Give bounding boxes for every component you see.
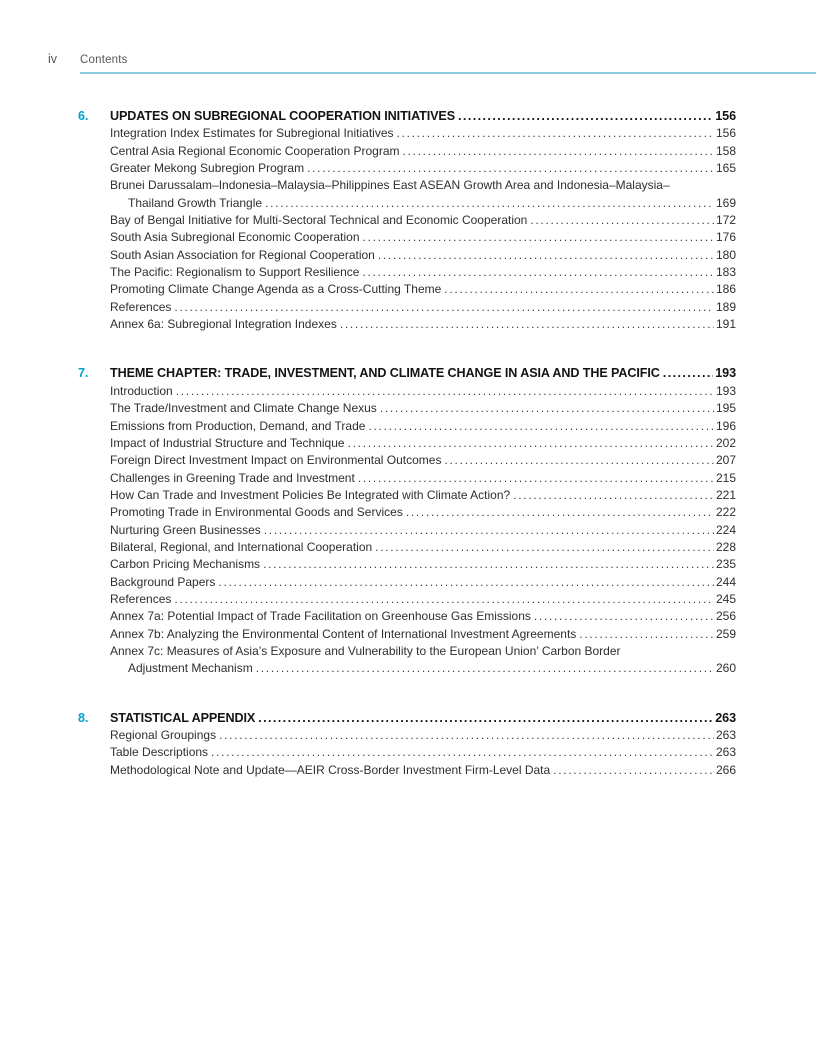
toc-entry-page-number: 244 — [715, 574, 736, 589]
toc-section-heading — [78, 365, 736, 382]
dot-leader — [397, 125, 714, 142]
toc-entry-label: Annex 7a: Potential Impact of Trade Facilitation on Greenhouse Gas Emissions — [110, 609, 531, 624]
toc-entry — [78, 316, 736, 333]
toc-entry-page-number: 224 — [715, 522, 736, 537]
dot-leader — [378, 247, 714, 264]
toc-entry-label: Table Descriptions — [110, 745, 209, 760]
dot-leader — [176, 383, 714, 400]
dot-leader — [530, 212, 714, 229]
toc-section — [78, 365, 736, 677]
toc-entry — [78, 727, 736, 744]
dot-leader — [265, 195, 714, 212]
toc-entry — [78, 125, 736, 142]
toc-entry-label: Brunei Darussalam–Indonesia–Malaysia–Philippines East ASEAN Growth Area and Indonesia–Malaysia– — [110, 178, 670, 193]
toc-entry — [78, 574, 736, 591]
toc-entry-label: South Asia Subregional Economic Cooperation — [110, 230, 360, 245]
dot-leader — [579, 626, 714, 643]
dot-leader — [444, 281, 714, 298]
toc-entry-page-number: 176 — [715, 230, 736, 245]
toc-entry-label: Background Papers — [110, 574, 216, 589]
toc-entry-first-line — [78, 643, 736, 660]
dot-leader — [444, 452, 713, 469]
toc-entry-label: South Asian Association for Regional Cooperation — [110, 247, 375, 262]
toc-entry-label: References — [110, 591, 172, 606]
toc-entry-page-number: 235 — [715, 557, 736, 572]
toc-entry-label: Impact of Industrial Structure and Technique — [110, 435, 345, 450]
dot-leader — [534, 608, 714, 625]
toc-entry-label: Adjustment Mechanism — [128, 661, 253, 676]
toc-entry-label: Integration Index Estimates for Subregional Initiatives — [110, 126, 394, 141]
dot-leader — [663, 365, 713, 382]
page-folio: iv — [48, 52, 58, 66]
dot-leader — [363, 229, 714, 246]
toc-entry-page-number: 207 — [715, 453, 736, 468]
section-page-number: 193 — [715, 366, 736, 381]
toc-entry-label: Carbon Pricing Mechanisms — [110, 557, 261, 572]
toc-entry-page-number: 222 — [715, 505, 736, 520]
toc-entry-label: References — [110, 299, 172, 314]
toc-entry — [78, 229, 736, 246]
dot-leader — [174, 299, 714, 316]
dot-leader — [358, 470, 714, 487]
toc-entry-label: Thailand Growth Triangle — [128, 195, 263, 210]
dot-leader — [211, 744, 714, 761]
toc-entry — [78, 744, 736, 761]
toc-entry — [78, 383, 736, 400]
toc-entry — [78, 660, 736, 677]
toc-entry-page-number: 260 — [715, 661, 736, 676]
toc-entry-page-number: 266 — [715, 762, 736, 777]
toc-entry — [78, 418, 736, 435]
toc-entry — [78, 281, 736, 298]
dot-leader — [348, 435, 714, 452]
toc-entry-page-number: 172 — [715, 213, 736, 228]
toc-entry-label: Promoting Trade in Environmental Goods and Services — [110, 505, 403, 520]
toc-entry-first-line — [78, 177, 736, 194]
toc-entry-page-number: 228 — [715, 539, 736, 554]
toc-entry — [78, 160, 736, 177]
toc-entry-page-number: 196 — [715, 418, 736, 433]
section-title: STATISTICAL APPENDIX — [110, 710, 256, 725]
toc-section — [78, 108, 736, 333]
toc-entry-label: Foreign Direct Investment Impact on Environmental Outcomes — [110, 453, 442, 468]
toc-entry-label: Annex 6a: Subregional Integration Indexes — [110, 317, 337, 332]
toc-entry-page-number: 263 — [715, 745, 736, 760]
toc-entry-page-number: 221 — [715, 487, 736, 502]
section-title: THEME CHAPTER: TRADE, INVESTMENT, AND CLIMATE CHANGE IN ASIA AND THE PACIFIC — [110, 366, 660, 381]
dot-leader — [368, 418, 714, 435]
toc-entry-label: Regional Groupings — [110, 728, 217, 742]
header-rule — [80, 72, 816, 74]
dot-leader — [513, 487, 714, 504]
dot-leader — [218, 574, 714, 591]
toc-section-heading — [78, 710, 736, 727]
toc-entry — [78, 487, 736, 504]
toc-entry-page-number: 195 — [715, 401, 736, 416]
dot-leader — [380, 400, 714, 417]
toc-entry-page-number: 202 — [715, 435, 736, 450]
toc-entry — [78, 264, 736, 281]
dot-leader — [307, 160, 714, 177]
dot-leader — [263, 556, 714, 573]
toc-entry-page-number: 169 — [715, 195, 736, 210]
toc-entry — [78, 400, 736, 417]
dot-leader — [256, 660, 714, 677]
toc-section-heading — [78, 108, 736, 125]
toc-entry — [78, 591, 736, 608]
section-number: 8. — [78, 710, 89, 725]
toc-entry-page-number: 215 — [715, 470, 736, 485]
dot-leader — [219, 727, 714, 744]
section-number: 7. — [78, 366, 89, 381]
toc-entry-page-number: 156 — [715, 126, 736, 141]
toc-entry — [78, 299, 736, 316]
toc-entry-label: Annex 7c: Measures of Asia’s Exposure and Vulnerability to the European Union’ Carbon Border — [110, 643, 621, 658]
toc-entry — [78, 143, 736, 160]
toc-entry-page-number: 165 — [715, 161, 736, 176]
toc-entry — [78, 195, 736, 212]
dot-leader — [402, 143, 713, 160]
toc-entry-page-number: 189 — [715, 299, 736, 314]
header-title: Contents — [80, 54, 128, 66]
toc-entry-label: Emissions from Production, Demand, and Trade — [110, 418, 366, 433]
dot-leader — [406, 504, 714, 521]
toc-entry-label: Bay of Bengal Initiative for Multi-Sectoral Technical and Economic Cooperation — [110, 213, 528, 228]
toc-entry — [78, 212, 736, 229]
dot-leader — [362, 264, 714, 281]
toc-entry-label: Methodological Note and Update—AEIR Cross-Border Investment Firm-Level Data — [110, 762, 551, 777]
toc-entry-page-number: 245 — [715, 591, 736, 606]
toc-entry-label: Challenges in Greening Trade and Investment — [110, 470, 355, 485]
dot-leader — [340, 316, 714, 333]
toc-entry-page-number: 256 — [715, 609, 736, 624]
section-number: 6. — [78, 109, 89, 123]
dot-leader — [375, 539, 714, 556]
dot-leader — [174, 591, 714, 608]
toc-entry-label: The Pacific: Regionalism to Support Resilience — [110, 265, 360, 280]
toc-entry-label: Introduction — [110, 383, 173, 398]
toc-entry — [78, 435, 736, 452]
dot-leader — [553, 762, 714, 779]
toc-entry-page-number: 259 — [715, 626, 736, 641]
toc-entry-label: Annex 7b: Analyzing the Environmental Content of International Investment Agreements — [110, 626, 577, 641]
toc-entry — [78, 608, 736, 625]
toc-entry-page-number: 186 — [715, 282, 736, 297]
toc-entry-page-number: 191 — [715, 317, 736, 332]
toc-entry-page-number: 180 — [715, 247, 736, 262]
toc-entry-label: Promoting Climate Change Agenda as a Cross-Cutting Theme — [110, 282, 442, 297]
toc-entry-label: Central Asia Regional Economic Cooperation Program — [110, 143, 400, 158]
toc-section — [78, 710, 736, 779]
toc-entry-page-number: 193 — [715, 383, 736, 398]
section-page-number: 263 — [715, 710, 736, 725]
toc-entry — [78, 504, 736, 521]
dot-leader — [458, 108, 713, 125]
toc-entry-page-number: 183 — [715, 265, 736, 280]
toc-entry-label: The Trade/Investment and Climate Change Nexus — [110, 401, 377, 416]
toc-entry — [78, 470, 736, 487]
section-title: UPDATES ON SUBREGIONAL COOPERATION INITIATIVES — [110, 109, 456, 123]
toc-entry-page-number: 158 — [715, 143, 736, 158]
toc-entry-page-number: 263 — [715, 728, 736, 742]
running-header — [48, 52, 816, 74]
toc-entry — [78, 452, 736, 469]
dot-leader — [264, 522, 714, 539]
section-page-number: 156 — [715, 109, 736, 123]
toc-entry — [78, 762, 736, 779]
table-of-contents — [78, 108, 736, 779]
dot-leader — [258, 710, 713, 727]
toc-entry — [78, 522, 736, 539]
toc-entry-label: Bilateral, Regional, and International Cooperation — [110, 539, 373, 554]
toc-entry-label: Nurturing Green Businesses — [110, 522, 261, 537]
toc-entry — [78, 247, 736, 264]
toc-entry-label: Greater Mekong Subregion Program — [110, 161, 305, 176]
toc-entry-label: How Can Trade and Investment Policies Be Integrated with Climate Action? — [110, 487, 511, 502]
toc-entry — [78, 556, 736, 573]
toc-entry — [78, 539, 736, 556]
toc-entry — [78, 626, 736, 643]
